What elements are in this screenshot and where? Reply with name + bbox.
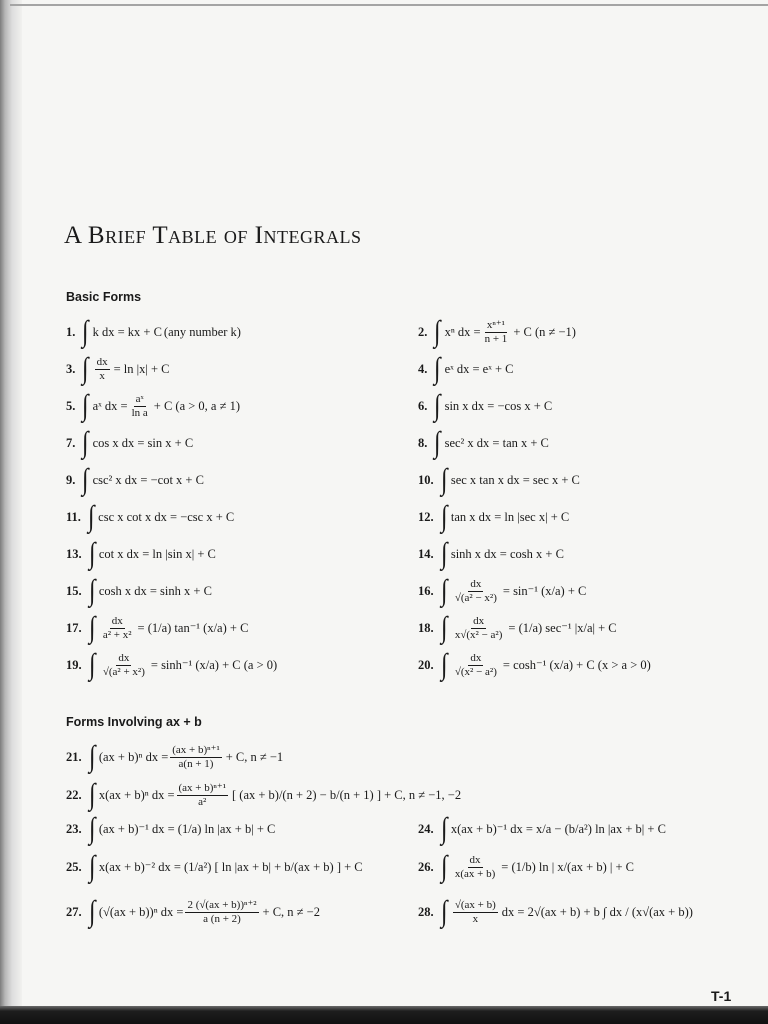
- formula-8: [418, 426, 549, 460]
- integral-sign-icon: ∫: [440, 812, 448, 845]
- formula-text-after: = (1/b) ln | x/(ax + b) | + C: [501, 859, 634, 874]
- formula-15: [66, 574, 212, 608]
- formula-text: eˣ dx = eˣ + C: [444, 361, 514, 376]
- formula-text: csc x cot x dx = −csc x + C: [98, 509, 235, 524]
- integral-sign-icon: ∫: [440, 611, 448, 644]
- formula-27: [66, 895, 320, 929]
- formula-number: 16.: [418, 583, 434, 598]
- formula-text: csc² x dx = −cot x + C: [92, 472, 204, 487]
- fraction-numerator: dx: [469, 853, 481, 866]
- formula-number: 25.: [66, 859, 82, 874]
- formula-text-after: = cosh⁻¹ (x/a) + C (x > a > 0): [502, 658, 651, 672]
- page-bottom-edge: [0, 1006, 768, 1024]
- integral-sign-icon: ∫: [434, 315, 441, 348]
- integral-sign-icon: ∫: [82, 352, 89, 385]
- formula-number: 26.: [418, 859, 434, 874]
- fraction: [185, 899, 258, 925]
- formula-text: cosh x dx = sinh x + C: [98, 583, 212, 598]
- formula-4: [418, 352, 513, 386]
- formula-text: sec² x dx = tan x + C: [444, 435, 549, 450]
- formula-number: 13.: [66, 546, 82, 561]
- integral-sign-icon: ∫: [440, 537, 448, 570]
- integral-sign-icon: ∫: [82, 426, 89, 459]
- formula-text: (ax + b)⁻¹ dx = (1/a) ln |ax + b| + C: [98, 822, 276, 836]
- formula-1: [66, 315, 241, 349]
- fraction: [130, 393, 150, 419]
- fraction-numerator: dx: [111, 614, 123, 627]
- integral-sign-icon: ∫: [88, 611, 96, 644]
- formula-text-after: = ln |x| + C: [113, 361, 170, 376]
- fraction-denominator: x: [99, 369, 105, 382]
- fraction-numerator: (ax + b)ⁿ⁺¹: [172, 743, 220, 756]
- formula-number: 6.: [418, 398, 428, 413]
- section-heading-ax-b: Forms Involving ax + b: [66, 715, 202, 729]
- formula-text: k dx = kx + C: [92, 324, 162, 339]
- formula-text: (√(ax + b))ⁿ dx =: [98, 904, 184, 919]
- formula-text: x(ax + b)⁻¹ dx = x/a − (b/a²) ln |ax + b| + C: [450, 822, 666, 836]
- formula-number: 12.: [418, 509, 434, 524]
- formula-number: 8.: [418, 435, 428, 450]
- fraction: [453, 652, 499, 678]
- formula-text: aˣ dx =: [92, 398, 128, 413]
- fraction-denominator: √(a² + x²): [102, 665, 145, 678]
- formula-text-after: = (1/a) tan⁻¹ (x/a) + C: [137, 621, 249, 635]
- fraction-denominator: a²: [198, 795, 207, 808]
- fraction: [95, 356, 110, 382]
- integral-sign-icon: ∫: [88, 648, 96, 681]
- formula-number: 27.: [66, 904, 82, 919]
- formula-7: [66, 426, 193, 460]
- formula-number: 22.: [66, 787, 82, 802]
- formula-9: [66, 463, 204, 497]
- formula-23: [66, 812, 275, 846]
- formula-number: 10.: [418, 472, 434, 487]
- integral-sign-icon: ∫: [88, 850, 96, 883]
- integral-sign-icon: ∫: [440, 463, 448, 496]
- formula-25: [66, 850, 363, 884]
- formula-21: [66, 740, 283, 774]
- formula-number: 1.: [66, 324, 76, 339]
- fraction-numerator: dx: [118, 651, 130, 664]
- formula-text-after: = (1/a) sec⁻¹ |x/a| + C: [508, 621, 617, 635]
- fraction: [453, 578, 499, 604]
- formula-17: [66, 611, 248, 645]
- integral-sign-icon: ∫: [82, 315, 89, 348]
- formula-14: [418, 537, 564, 571]
- formula-5: [66, 389, 240, 423]
- formula-16: [418, 574, 586, 608]
- formula-text-after: dx = 2√(ax + b) + b ∫ dx / (x√(ax + b)): [501, 904, 693, 919]
- formula-number: 4.: [418, 361, 428, 376]
- fraction-denominator: √(x² − a²): [454, 665, 497, 678]
- formula-13: [66, 537, 216, 571]
- fraction: [453, 615, 505, 641]
- formula-text-after: + C (a > 0, a ≠ 1): [153, 398, 240, 413]
- page-top-edge: [10, 4, 768, 6]
- integral-sign-icon: ∫: [88, 740, 96, 773]
- formula-text-after: [ (ax + b)/(n + 2) − b/(n + 1) ] + C, n ≠ −1, −2: [232, 787, 462, 802]
- integral-sign-icon: ∫: [88, 895, 96, 928]
- fraction-denominator: x√(x² − a²): [454, 628, 503, 641]
- formula-number: 23.: [66, 821, 82, 836]
- fraction-numerator: 2 (√(ax + b))ⁿ⁺²: [187, 898, 257, 911]
- integral-sign-icon: ∫: [440, 850, 448, 883]
- integral-sign-icon: ∫: [434, 352, 441, 385]
- fraction: [453, 899, 498, 925]
- integral-sign-icon: ∫: [82, 389, 89, 422]
- fraction-numerator: dx: [470, 577, 482, 590]
- formula-text: cos x dx = sin x + C: [92, 435, 194, 450]
- formula-number: 15.: [66, 583, 82, 598]
- formula-number: 11.: [66, 509, 81, 524]
- integral-sign-icon: ∫: [82, 463, 89, 496]
- formula-number: 14.: [418, 546, 434, 561]
- formula-text: tan x dx = ln |sec x| + C: [450, 509, 570, 524]
- integral-sign-icon: ∫: [440, 895, 448, 928]
- integral-sign-icon: ∫: [434, 389, 441, 422]
- formula-text-after: (any number k): [163, 324, 241, 339]
- fraction: [483, 319, 510, 345]
- formula-text-after: = sinh⁻¹ (x/a) + C (a > 0): [150, 658, 278, 672]
- formula-19: [66, 648, 277, 682]
- formula-number: 24.: [418, 821, 434, 836]
- formula-20: [418, 648, 651, 682]
- integral-sign-icon: ∫: [88, 574, 96, 607]
- fraction-denominator: a (n + 2): [203, 912, 241, 925]
- formula-number: 28.: [418, 904, 434, 919]
- formula-18: [418, 611, 617, 645]
- formula-24: [418, 812, 666, 846]
- page-number: T-1: [711, 988, 732, 1004]
- fraction-denominator: x: [472, 912, 479, 925]
- fraction-denominator: n + 1: [484, 332, 508, 345]
- integral-sign-icon: ∫: [440, 500, 448, 533]
- formula-11: [66, 500, 234, 534]
- fraction: [101, 615, 134, 641]
- fraction-denominator: x(ax + b): [454, 867, 496, 880]
- fraction-numerator: dx: [470, 651, 482, 664]
- integral-sign-icon: ∫: [88, 537, 96, 570]
- fraction-denominator: ln a: [131, 406, 148, 419]
- formula-22: [66, 778, 461, 812]
- formula-text: (ax + b)ⁿ dx =: [98, 749, 169, 764]
- formula-number: 20.: [418, 657, 434, 672]
- formula-10: [418, 463, 580, 497]
- formula-number: 18.: [418, 620, 434, 635]
- formula-2: [418, 315, 576, 349]
- formula-number: 9.: [66, 472, 76, 487]
- formula-text: x(ax + b)ⁿ dx =: [98, 787, 175, 802]
- fraction-denominator: √(a² − x²): [454, 591, 497, 604]
- formula-text: x(ax + b)⁻² dx = (1/a²) [ ln |ax + b| + b/(ax + b) ] + C: [98, 860, 363, 874]
- integral-sign-icon: ∫: [88, 812, 96, 845]
- fraction-numerator: xⁿ⁺¹: [486, 318, 505, 331]
- integral-sign-icon: ∫: [440, 574, 448, 607]
- formula-text-after: + C, n ≠ −1: [225, 749, 284, 764]
- binding-shadow: [0, 0, 22, 1024]
- section-heading-basic-forms: Basic Forms: [66, 290, 142, 304]
- integral-sign-icon: ∫: [88, 778, 96, 811]
- formula-text-after: + C, n ≠ −2: [262, 904, 320, 919]
- integral-sign-icon: ∫: [87, 500, 95, 533]
- formula-number: 21.: [66, 749, 82, 764]
- formula-number: 7.: [66, 435, 76, 450]
- formula-3: [66, 352, 170, 386]
- fraction-denominator: a² + x²: [102, 628, 132, 641]
- formula-number: 3.: [66, 361, 76, 376]
- fraction-denominator: a(n + 1): [178, 757, 214, 770]
- fraction-numerator: aˣ: [135, 392, 144, 405]
- formula-number: 2.: [418, 324, 428, 339]
- formula-6: [418, 389, 552, 423]
- fraction-numerator: (ax + b)ⁿ⁺¹: [178, 781, 226, 794]
- formula-number: 17.: [66, 620, 82, 635]
- fraction-numerator: √(ax + b): [454, 898, 496, 911]
- formula-26: [418, 850, 634, 884]
- formula-12: [418, 500, 569, 534]
- formula-number: 19.: [66, 657, 82, 672]
- formula-text: sin x dx = −cos x + C: [444, 398, 553, 413]
- fraction: [170, 744, 221, 770]
- fraction: [177, 782, 228, 808]
- formula-text-after: = sin⁻¹ (x/a) + C: [502, 584, 587, 598]
- formula-text-after: + C (n ≠ −1): [513, 324, 576, 339]
- integral-sign-icon: ∫: [440, 648, 448, 681]
- fraction: [453, 854, 497, 880]
- formula-text: sec x tan x dx = sec x + C: [450, 472, 580, 487]
- formula-text: sinh x dx = cosh x + C: [450, 546, 564, 561]
- fraction-numerator: dx: [473, 614, 485, 627]
- integral-sign-icon: ∫: [434, 426, 441, 459]
- formula-text: cot x dx = ln |sin x| + C: [98, 546, 216, 561]
- fraction: [101, 652, 147, 678]
- formula-28: [418, 895, 693, 929]
- fraction-numerator: dx: [96, 355, 108, 368]
- formula-text: xⁿ dx =: [444, 324, 481, 339]
- formula-number: 5.: [66, 398, 76, 413]
- page-title: A Brief Table of Integrals: [64, 222, 362, 249]
